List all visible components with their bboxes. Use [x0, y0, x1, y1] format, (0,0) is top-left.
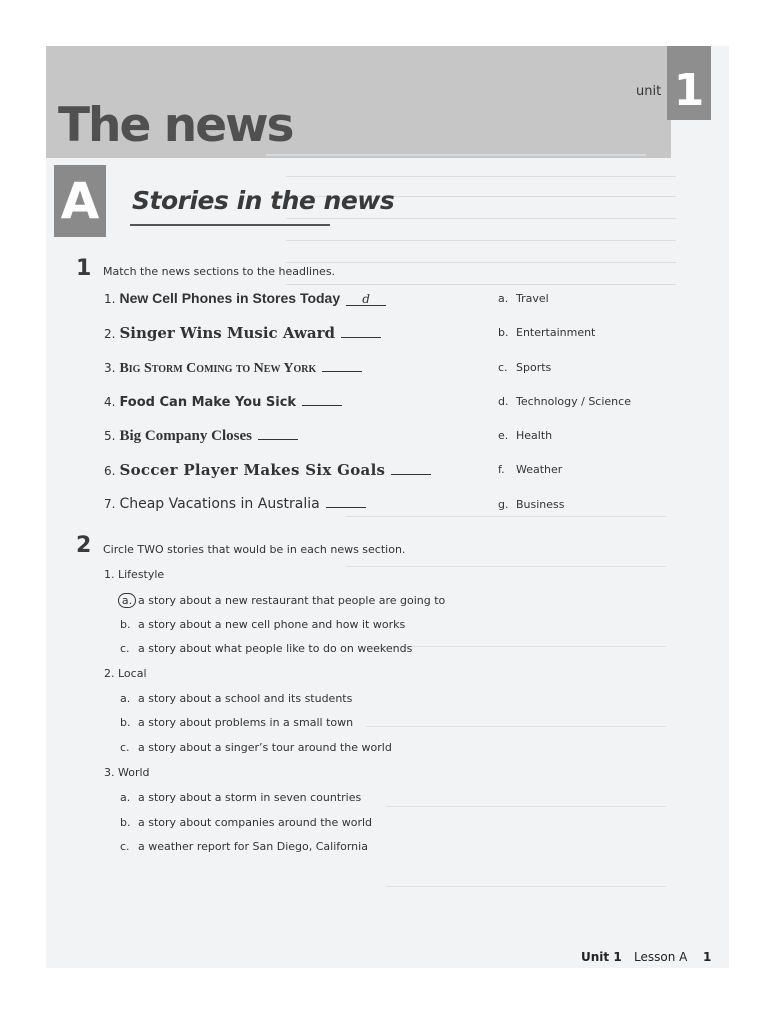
- headline-number: 1.: [104, 292, 116, 306]
- option-letter[interactable]: c.: [120, 840, 130, 853]
- news-section-option: [498, 498, 565, 511]
- footer-unit: Unit 1: [581, 950, 622, 964]
- headline-text: Big Company Closes: [119, 428, 252, 444]
- footer-lesson: Lesson A: [634, 950, 688, 964]
- section-option-letter: g.: [498, 498, 509, 511]
- section-option-letter: e.: [498, 429, 509, 442]
- category-local: 2. Local: [104, 667, 147, 680]
- section-letter: A: [60, 172, 100, 230]
- answer-blank[interactable]: [391, 462, 431, 475]
- unit-number: 1: [673, 65, 705, 116]
- section-option-name: Business: [516, 498, 565, 511]
- option-text: a story about a school and its students: [138, 692, 353, 705]
- option-text: a story about companies around the world: [138, 816, 373, 829]
- story-option[interactable]: [120, 642, 412, 655]
- news-section-option: [498, 429, 552, 442]
- headline-row: [104, 461, 431, 479]
- section-option-name: Health: [516, 429, 553, 442]
- category-world: 3. World: [104, 766, 150, 779]
- option-text: a story about a singer’s tour around the world: [138, 741, 392, 754]
- section-title: Stories in the news: [132, 186, 395, 215]
- option-letter[interactable]: c.: [120, 741, 130, 754]
- news-section-option: [498, 326, 595, 339]
- section-option-letter: c.: [498, 361, 508, 374]
- option-letter[interactable]: b.: [120, 716, 131, 729]
- page-title: The news: [58, 98, 293, 153]
- story-option[interactable]: [120, 716, 353, 729]
- news-section-option: [498, 292, 549, 305]
- headline-number: 5.: [104, 429, 116, 443]
- section-option-letter: f.: [498, 463, 505, 476]
- story-option[interactable]: [120, 692, 352, 705]
- news-section-option: [498, 463, 562, 476]
- section-option-name: Entertainment: [516, 326, 596, 339]
- option-letter-circled[interactable]: a.: [118, 593, 136, 608]
- story-option[interactable]: [120, 816, 372, 829]
- headline-number: 2.: [104, 327, 116, 341]
- answer-blank[interactable]: [322, 359, 362, 372]
- section-title-underline: [130, 224, 330, 226]
- answer-blank[interactable]: [341, 325, 381, 338]
- option-letter[interactable]: c.: [120, 642, 130, 655]
- news-section-option: [498, 395, 631, 408]
- section-option-letter: a.: [498, 292, 509, 305]
- headline-text: New Cell Phones in Stores Today: [119, 290, 341, 306]
- headline-row: [104, 393, 342, 410]
- headline-row: [104, 359, 362, 377]
- headline-number: 6.: [104, 464, 116, 478]
- news-section-option: [498, 361, 551, 374]
- exercise-1-number: 1: [76, 256, 92, 281]
- option-text: a story about a new cell phone and how it works: [138, 618, 406, 631]
- headline-row: [104, 427, 298, 445]
- answer-blank[interactable]: [326, 495, 366, 508]
- option-text: a story about a new restaurant that people are going to: [138, 594, 446, 607]
- headline-row: [104, 290, 386, 306]
- section-letter-box: [54, 165, 106, 237]
- headline-text: Singer Wins Music Award: [119, 324, 335, 342]
- workbook-page: [46, 46, 729, 968]
- exercise-1-instruction: Match the news sections to the headlines.: [103, 265, 336, 278]
- headline-text: Cheap Vacations in Australia: [119, 496, 320, 512]
- headline-text: Food Can Make You Sick: [119, 395, 297, 410]
- option-letter[interactable]: a.: [120, 692, 131, 705]
- story-option[interactable]: [120, 840, 368, 853]
- story-option[interactable]: [120, 791, 361, 804]
- headline-text: Soccer Player Makes Six Goals: [119, 461, 386, 479]
- answer-blank[interactable]: d: [346, 293, 386, 306]
- story-option[interactable]: [120, 741, 392, 754]
- section-option-name: Travel: [516, 292, 549, 305]
- headline-number: 3.: [104, 361, 116, 375]
- headline-number: 7.: [104, 497, 116, 511]
- section-option-letter: b.: [498, 326, 509, 339]
- option-letter[interactable]: b.: [120, 618, 131, 631]
- headline-number: 4.: [104, 395, 116, 409]
- headline-row: [104, 495, 366, 512]
- category-lifestyle: 1. Lifestyle: [104, 568, 165, 581]
- headline-text: Big Storm Coming to New York: [119, 361, 317, 376]
- unit-label: unit: [636, 84, 662, 99]
- unit-tab: [667, 46, 711, 120]
- headline-row: [104, 324, 381, 342]
- option-text: a story about what people like to do on weekends: [138, 642, 413, 655]
- answer-blank[interactable]: [302, 393, 342, 406]
- option-text: a story about problems in a small town: [138, 716, 354, 729]
- answer-blank[interactable]: [258, 427, 298, 440]
- story-option[interactable]: [120, 593, 445, 608]
- footer-page-number: 1: [703, 950, 712, 964]
- exercise-2-number: 2: [76, 533, 92, 558]
- story-option[interactable]: [120, 618, 405, 631]
- option-text: a story about a storm in seven countries: [138, 791, 362, 804]
- section-option-name: Sports: [516, 361, 552, 374]
- option-letter[interactable]: b.: [120, 816, 131, 829]
- section-option-letter: d.: [498, 395, 509, 408]
- section-option-name: Weather: [516, 463, 563, 476]
- option-letter[interactable]: a.: [120, 791, 131, 804]
- section-option-name: Technology / Science: [516, 395, 631, 408]
- option-text: a weather report for San Diego, California: [138, 840, 368, 853]
- exercise-2-instruction: Circle TWO stories that would be in each news section.: [103, 543, 406, 556]
